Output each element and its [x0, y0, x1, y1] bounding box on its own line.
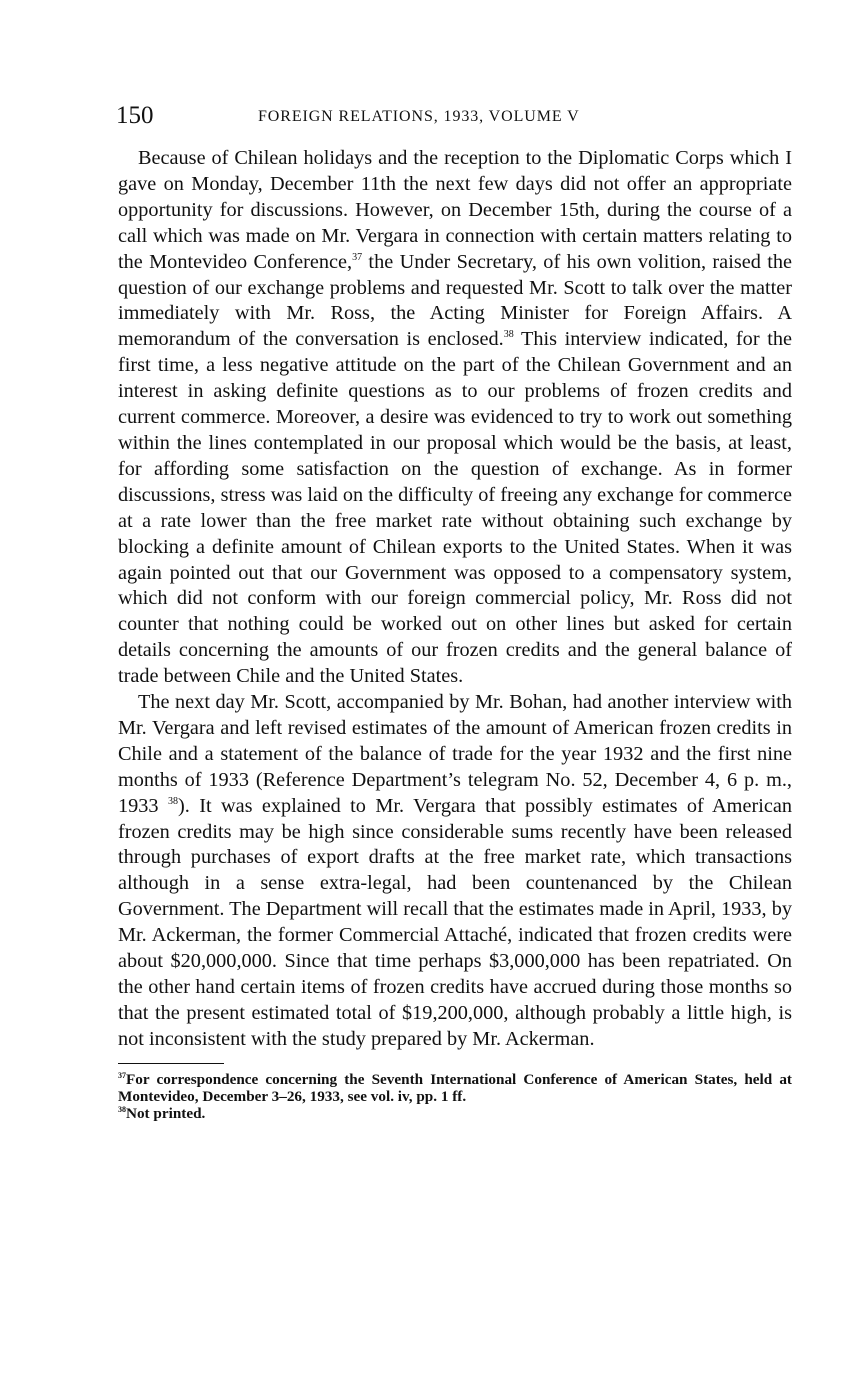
footnote-37-text: For correspondence concerning the Seventh International Conference of American States, held at Montevideo, December 3–26, 1933, see vol. iv, pp. 1 ff.	[118, 1070, 792, 1105]
paragraph-2-text-b: ). It was explained to Mr. Vergara that possibly estimates of American frozen credits may be high since considerable sums recently have been released through purchases of export drafts at the free market rate, which transactions although in a sense extra-legal, had been countenanced by the Chilean Government. The Department will recall that the estimates made in April, 1933, by Mr. Ackerman, the former Commercial Attaché, indicated that frozen credits were about $20,000,000. Since that time perhaps $3,000,000 has been repatriated. On the other hand certain items of frozen credits have accrued during those months so that the present estimated total of $19,200,000, although probably a little high, is not inconsistent with the study prepared by Mr. Ackerman.	[118, 794, 792, 1050]
paragraph-2-text-a: The next day Mr. Scott, accompanied by Mr. Bohan, had another interview with Mr. Vergara and left revised estimates of the amount of American frozen credits in Chile and a statement of the balance of trade for the year 1932 and the first nine months of 1933 (Reference Department’s telegram No. 52, December 4, 6 p. m., 1933	[118, 691, 792, 817]
paragraph-1-text-c: This interview indicated, for the first time, a less negative attitude on the part of the Chilean Government and an interest in asking definite questions as to our problems of frozen credits and current commerce. Moreover, a desire was evidenced to try to work out something within the lines contemplated in our proposal which would be the basis, at least, for affording some satisfaction on the question of exchange. As in former discussions, stress was laid on the difficulty of freeing any exchange for commerce at a rate lower than the free market rate without obtaining such exchange by blocking a definite amount of Chilean exports to the United States. When it was again pointed out that our Government was opposed to a compensatory system, which did not conform with our foreign commercial policy, Mr. Ross did not counter that nothing could be worked out on other lines but asked for certain details concerning the amounts of our frozen credits and the general balance of trade between Chile and the United States.	[118, 328, 792, 688]
footnote-mark-37: 37	[118, 1070, 126, 1080]
footnote-mark-38: 38	[118, 1104, 126, 1114]
footnote-ref-38-second[interactable]: 38	[167, 795, 178, 807]
body-paragraph-1	[118, 146, 792, 690]
paragraph-1-text-a: Because of Chilean holidays and the reception to the Diplomatic Corps which I gave on Monday, December 11th the next few days did not offer an appropriate opportunity for discussions. However, on December 15th, during the course of a call which was made on Mr. Vergara in connection with certain matters relating to the Montevideo Conference,	[118, 147, 792, 273]
footnote-37	[118, 1071, 792, 1105]
footnote-38	[118, 1105, 792, 1122]
page-header	[118, 100, 792, 132]
body-paragraph-2	[118, 690, 792, 1053]
running-head: FOREIGN RELATIONS, 1933, VOLUME V	[258, 108, 580, 125]
page-number: 150	[116, 102, 154, 129]
footnote-divider	[118, 1063, 224, 1064]
footnote-ref-38[interactable]: 38	[503, 329, 514, 341]
document-page	[118, 100, 792, 1122]
paragraph-1-text-b: the Under Secretary, of his own volition, raised the question of our exchange problems and requested Mr. Scott to talk over the matter immediately with Mr. Ross, the Acting Minister for Foreign Affairs. A memorandum of the conversation is enclosed.	[118, 250, 793, 351]
footnote-ref-37[interactable]: 37	[352, 251, 363, 263]
footnote-38-text: Not printed.	[126, 1104, 206, 1122]
